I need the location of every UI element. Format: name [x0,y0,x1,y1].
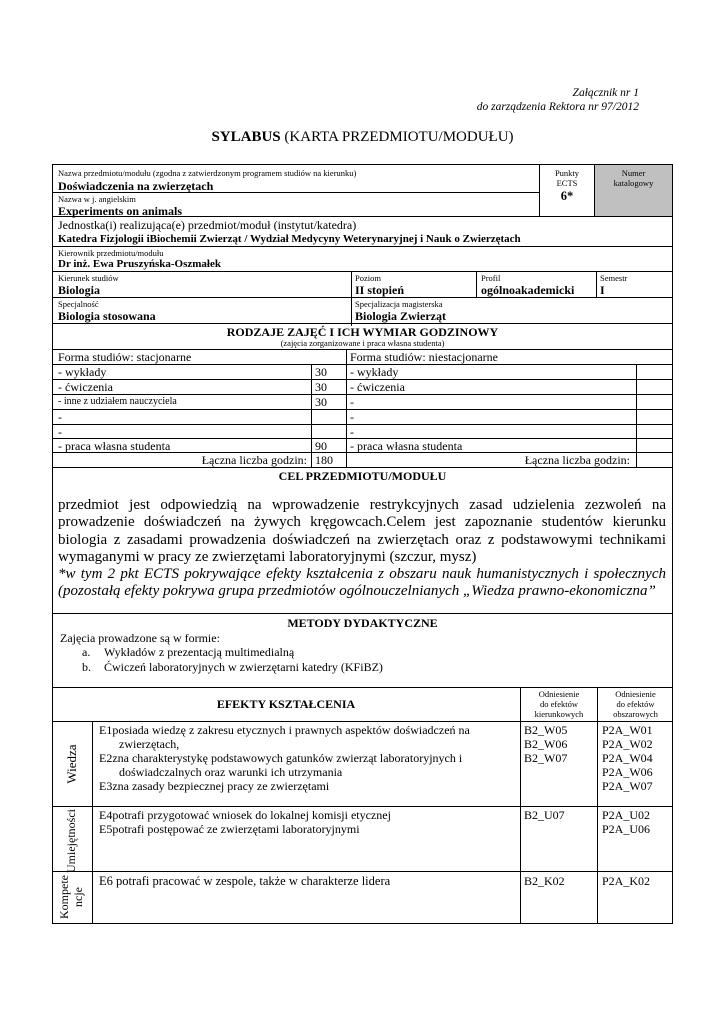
hours-row-left: - [58,425,62,439]
goal-text: przedmiot jest odpowiedzią na wprowadzenie restrykcyjnych zasad udzielenia zezwoleń na prowadzenie doświadczeń na żywych kręgowcach.Celem jest zapoznanie studentów kierunku biologia z zasadami prowadzenia doświadczeń na zwierzętach oraz z podstawowymi technikami wymaganymi w pracy ze zwierzętami laboratoryjnymi (szczur, mysz) [58,497,666,566]
unit-label: Jednostka(i) realizująca(e) przedmiot/moduł (instytut/katedra) [58,218,357,232]
area-ref: P2A_W01 [602,723,653,737]
divider [351,271,352,326]
hours-row-right: - [350,410,354,424]
area-ref: P2A_K02 [602,874,651,888]
level-label: Poziom [355,273,381,283]
outcome-line: E5potrafi postępować ze zwierzętami laboratoryjnymi [99,822,360,836]
divider [52,613,673,614]
methods-title: METODY DYDAKTYCZNE [287,616,438,630]
category-line: ncje [71,887,85,907]
divider [52,687,673,688]
direction-header-line: Odniesienie [538,689,580,699]
master-spec-label: Specjalizacja magisterska [355,299,443,309]
catalog-label-line: katalogowy [613,178,654,188]
hours-row-left-value: 90 [315,439,327,453]
total-right-label: Łączna liczba godzin: [524,453,630,467]
divider [52,806,673,807]
hours-title: RODZAJE ZAJĘĆ I ICH WYMIAR GODZINOWY [226,325,499,339]
area-header [598,689,673,719]
area-header-line: do efektów [616,699,655,709]
hours-row-left: - [58,410,62,424]
english-name-value: Experiments on animals [58,204,183,218]
divider [476,271,477,298]
hours-row-left: - wykłady [58,365,107,379]
master-spec-value: Biologia Zwierząt [355,309,446,323]
area-ref: P2A_W02 [602,737,653,751]
profile-value: ogólnoakademicki [481,283,575,297]
outcome-line: E1posiada wiedzę z zakresu etycznych i prawnych aspektów doświadczeń na [99,723,470,737]
attachment-number: Załącznik nr 1 [572,87,639,99]
outcome-line: E4potrafi przygotować wniosek do lokalnej komisji etycznej [99,808,391,822]
outcome-line: E2zna charakterystykę podstawowych gatunków zwierząt laboratoryjnych i [99,751,463,765]
goal-note: *w tym 2 pkt ECTS pokrywające efekty kształcenia z obszaru nauk humanistycznych i społecznych (pozostałą efekty pokrywa grupa przedmiotów ogólnouczelnianych „Wiedza prawno-ekonomiczna” [58,566,666,600]
direction-header-line: do efektów [539,699,578,709]
hours-row-left-value: 30 [315,395,327,409]
outcome-line: zwierzętach, [119,737,180,751]
hours-row-left: - praca własna studenta [58,439,171,453]
outcome-line: doświadczalnych oraz warunki ich utrzymania [119,765,343,779]
divider [596,271,597,298]
catalog-label-line: Numer [621,168,646,178]
direction-header [521,689,597,719]
title-rest: (KARTA PRZEDMIOTU/MODUŁU) [280,129,514,145]
divider [52,297,673,298]
hours-row-right: - wykłady [350,365,399,379]
decree-reference: do zarządzenia Rektora nr 97/2012 [476,101,639,113]
outcomes-title: EFEKTY KSZTAŁCENIA [216,697,356,711]
hours-row-right: - [350,395,354,409]
area-header-line: Odniesienie [615,689,656,699]
ects-label-line: ECTS [556,178,578,188]
direction-ref: B2_U07 [524,808,565,822]
direction-header-line: kierunkowych [534,709,584,719]
divider [346,349,347,467]
semester-label: Semestr [600,273,628,283]
method-item: Ćwiczeń laboratoryjnych w zwierzętarni katedry (KFiBZ) [104,660,383,674]
hours-row-right: - praca własna studenta [350,439,463,453]
hours-row-right: - ćwiczenia [350,380,405,394]
divider [52,271,673,272]
divider [52,409,673,410]
english-name-label: Nazwa w j. angielskim [58,194,136,204]
spec-value: Biologia stosowana [58,309,156,323]
subject-name-label: Nazwa przedmiotu/modułu (zgodna z zatwierdzonym programem studiów na kierunku) [58,168,357,178]
hours-row-right: - [350,425,354,439]
head-label: Kierownik przedmiotu/modułu [58,248,164,258]
area-ref: P2A_W04 [602,751,653,765]
method-item: Wykładów z prezentacją multimedialną [104,645,295,659]
direction-ref: B2_W07 [524,751,568,765]
goal-title: CEL PRZEDMIOTU/MODUŁU [278,469,447,483]
category-knowledge: Wiedza [64,744,79,784]
divider [52,246,673,247]
level-value: II stopień [355,283,405,297]
ects-label-line: Punkty [554,168,580,178]
subject-name-value: Doświadczenia na zwierzętach [58,179,214,193]
category-competences [57,862,87,932]
total-value: 180 [315,453,333,467]
head-value: Dr inż. Ewa Pruszyńska-Oszmałek [58,258,221,270]
hours-row-left: - inne z udziałem nauczyciela [58,396,177,407]
outcome-line: E6 potrafi pracować w zespole, także w charakterze lidera [99,874,391,888]
area-ref: P2A_U02 [602,808,651,822]
field-label: Kierunek studiów [58,273,119,283]
category-line: Kompete [57,875,71,919]
method-marker: b. [82,660,91,674]
direction-ref: B2_K02 [524,874,565,888]
full-time-label: Forma studiów: stacjonarne [58,350,192,364]
ects-label [540,168,594,188]
hours-row-left: - ćwiczenia [58,380,113,394]
area-header-line: obszarowych [613,709,658,719]
field-value: Biologia [58,283,101,297]
area-ref: P2A_U06 [602,822,651,836]
hours-row-left-value: 30 [315,365,327,379]
outcome-line: E3zna zasady bezpiecznej pracy ze zwierzętami [99,779,330,793]
divider [52,424,673,425]
direction-ref: B2_W06 [524,737,568,751]
divider [92,721,93,924]
direction-ref: B2_W05 [524,723,568,737]
title-bold: SYLABUS [211,129,281,145]
part-time-label: Forma studiów: niestacjonarne [350,350,498,364]
catalog-label [595,168,672,188]
category-skills: Umiejętności [64,809,78,873]
profile-label: Profil [481,273,501,283]
unit-value: Katedra Fizjologii iBiochemii Zwierząt / Wydział Medycyny Weterynaryjnej i Nauk o Zwierzętach [58,233,521,245]
hours-row-left-value: 30 [315,380,327,394]
hours-subtitle: (zajęcia zorganizowane i praca własna studenta) [280,338,445,348]
ects-value: 6* [560,189,574,203]
divider [52,871,673,872]
methods-intro: Zajęcia prowadzone są w formie: [60,631,220,645]
area-ref: P2A_W07 [602,779,653,793]
area-ref: P2A_W06 [602,765,653,779]
total-label: Łączna liczba godzin: [201,453,307,467]
semester-value: I [600,283,605,297]
page-title [0,129,725,146]
divider [52,721,673,722]
method-marker: a. [82,645,91,659]
spec-label: Specjalność [58,299,99,309]
divider [52,467,673,468]
divider [52,323,673,324]
